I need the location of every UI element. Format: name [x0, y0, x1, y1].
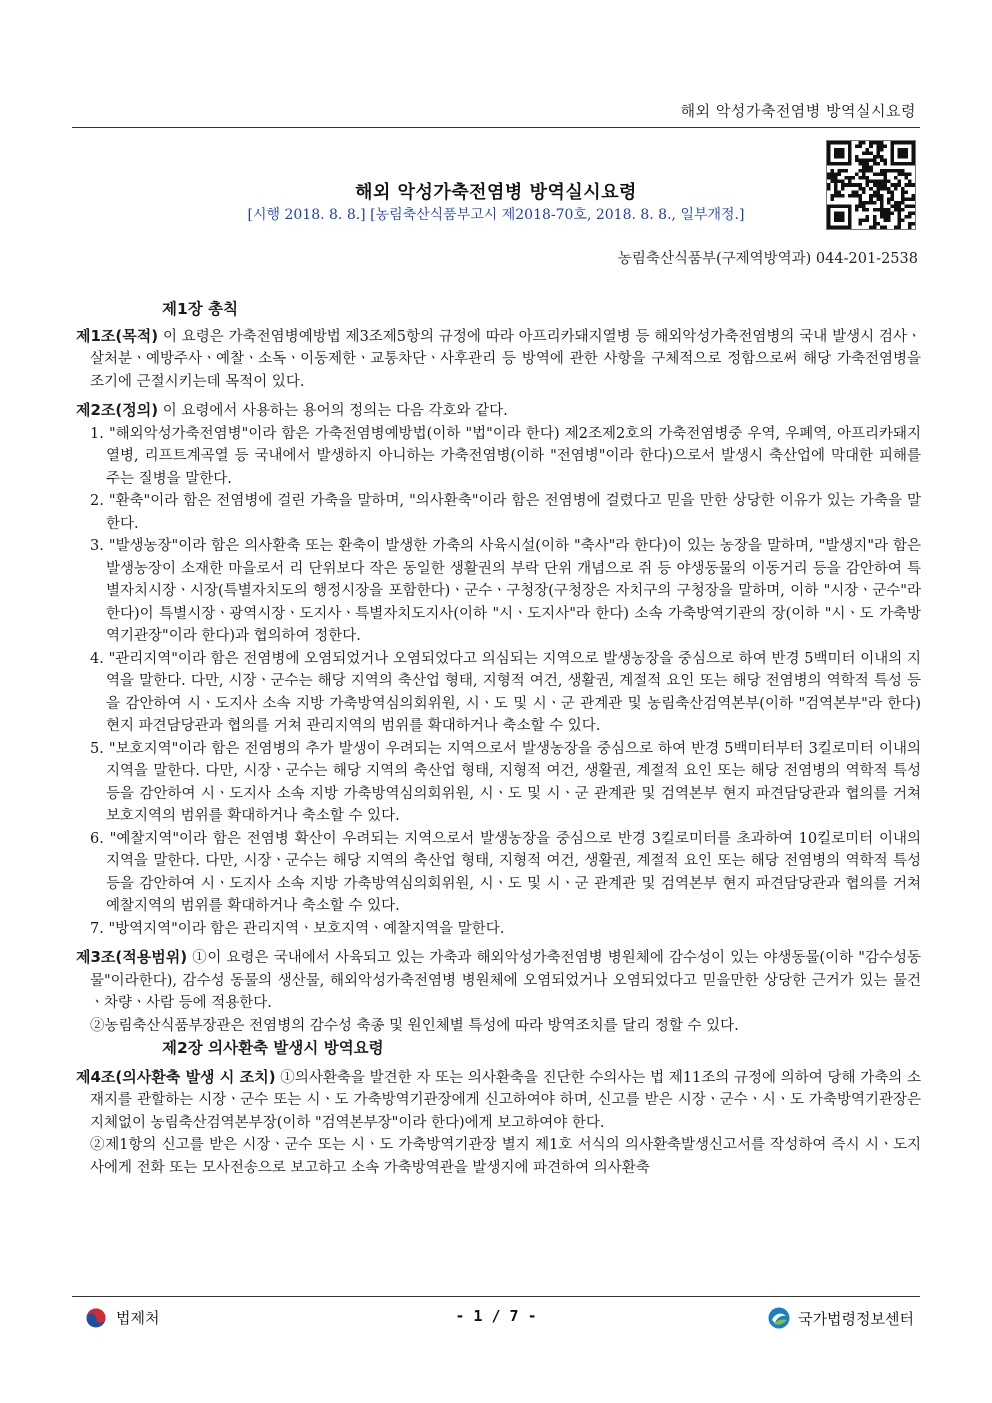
article-2-item: 6. "예찰지역"이라 함은 전염병 확산이 우려되는 지역으로서 발생농장을 중심으로 반경 3킬로미터를 초과하여 10킬로미터 이내의 지역을 말한다. 다만, 시장ㆍ군수는 해당 지역의 축산업 형태, 지형적 여건, 생활권, 계절적 요인 또는 해당 전염병의 역학적 특성 등을 감안하여 시ㆍ도지사 소속 지방 가축방역심의회위원, 시ㆍ도 및 시ㆍ군 관계관 및 검역본부 현지 파견담당관과 협의를 거쳐 예찰지역의 범위를 확대하거나 축소할 수 있다. [90, 830, 921, 914]
article-1-text: 이 요령은 가축전염병예방법 제3조제5항의 규정에 따라 아프리카돼지열병 등 해외악성가축전염병의 국내 발생시 검사ㆍ살처분ㆍ예방주사ㆍ예찰ㆍ소독ㆍ이동제한ㆍ교통차단ㆍ사후관리 등 방역에 관한 사항을 구체적으로 정함으로써 해당 가축전염병을 조기에 근절시키는데 목적이 있다. [90, 328, 921, 390]
article-2-title: 제2조(정의) [76, 401, 159, 419]
page-number: - 1 / 7 - [455, 1307, 537, 1325]
chapter-1-title: 제1장 총칙 [162, 300, 239, 318]
article-4-text: ①의사환축을 발견한 자 또는 의사환축을 진단한 수의사는 법 제11조의 규정에 의하여 당해 가축의 소재지를 관할하는 시장ㆍ군수 또는 시ㆍ도 가축방역기관장에게 신고하여야 하며, 신고를 받은 시장ㆍ군수ㆍ시ㆍ도 가축방역기관장은 지체없이 농림축산검역본부장(이하 "검역본부장"이라 한다)에게 보고하여야 한다. [90, 1069, 921, 1131]
article-3 [76, 946, 921, 1015]
document-body [76, 298, 921, 1179]
article-2-text: 이 요령에서 사용하는 용어의 정의는 다음 각호와 같다. [158, 403, 508, 419]
article-2-item: 4. "관리지역"이라 함은 전염병에 오염되었거나 오염되었다고 의심되는 지역으로 발생농장을 중심으로 하여 반경 5백미터 이내의 지역을 말한다. 다만, 시장ㆍ군수는 해당 지역의 축산업 형태, 지형적 여건, 생활권, 계절적 요인 또는 해당 전염병의 역학적 특성 등을 감안하여 시ㆍ도지사 소속 지방 가축방역심의회위원, 시ㆍ도 및 시ㆍ군 관계관 및 농림축산검역본부(이하 "검역본부"라 한다) 현지 파견담당관과 협의를 거쳐 관리지역의 범위를 확대하거나 축소할 수 있다. [90, 650, 921, 734]
footer-right-label: 국가법령정보센터 [798, 1309, 914, 1328]
article-1-title: 제1조(목적) [76, 326, 159, 345]
article-4-paragraph-2: ②제1항의 신고를 받은 시장ㆍ군수 또는 시ㆍ도 가축방역기관장 별지 제1호 서식의 의사환축발생신고서를 작성하여 즉시 시ㆍ도지사에게 전화 또는 모사전송으로 보고하고 소속 가축방역관을 발생지에 파견하여 의사환축 [90, 1137, 921, 1176]
ministry-contact: 농림축산식품부(구제역방역과) 044-201-2538 [617, 251, 918, 267]
article-3-text: ①이 요령은 국내에서 사육되고 있는 가축과 해외악성가축전염병 병원체에 감수성이 있는 야생동물(이하 "감수성동물"이라한다), 감수성 동물의 생산물, 해외악성가축전염병 병원체에 오염되었거나 오염되었다고 믿을만한 상당한 근거가 있는 물건ㆍ차량ㆍ사람 등에 적용한다. [90, 950, 921, 1011]
footer-left-label: 법제처 [116, 1309, 160, 1327]
law-center-icon [768, 1307, 790, 1329]
article-3-paragraph-2: ②농림축산식품부장관은 전염병의 감수성 축종 및 원인체별 특성에 따라 방역조치를 달리 정할 수 있다. [90, 1017, 739, 1034]
article-4-title: 제4조(의사환축 발생 시 조치) [76, 1067, 276, 1086]
article-1 [76, 325, 921, 394]
article-2-item: 1. "해외악성가축전염병"이라 함은 가축전염병예방법(이하 "법"이라 한다) 제2조제2호의 가축전염병중 우역, 우폐역, 아프리카돼지열병, 리프트계곡열 등 국내에서 발생하지 아니하는 가축전염병(이하 "전염병"이라 한다)으로서 발생시 축산업에 막대한 피해를 주는 질병을 말한다. [90, 425, 921, 487]
running-header-title: 해외 악성가축전염병 방역실시요령 [680, 102, 916, 120]
footer-right [768, 1307, 914, 1329]
document-title: 해외 악성가축전염병 방역실시요령 [355, 182, 637, 203]
article-3-title: 제3조(적용범위) [76, 948, 188, 966]
article-2-item: 7. "방역지역"이라 함은 관리지역ㆍ보호지역ㆍ예찰지역을 말한다. [90, 920, 505, 937]
document-subtitle: [시행 2018. 8. 8.] [농림축산식품부고시 제2018-70호, 2018. 8. 8., 일부개정.] [247, 207, 745, 223]
article-2-item: 2. "환축"이라 함은 전염병에 걸린 가축을 말하며, "의사환축"이라 함은 전염병에 걸렸다고 믿을 만한 상당한 이유가 있는 가축을 말한다. [90, 493, 921, 532]
article-2-item: 3. "발생농장"이라 함은 의사환축 또는 환축이 발생한 가축의 사육시설(이하 "축사"라 한다)이 있는 농장을 말하며, "발생지"라 함은 발생농장이 소재한 마을로서 리 단위보다 작은 동일한 생활권의 부락 단위 개념으로 쥐 등 야생동물의 이동거리 등을 감안하여 특별자치시장ㆍ시장(특별자치도의 행정시장을 포함한다)ㆍ군수ㆍ구청장(구청장은 자치구의 구청장을 말하며, 이하 "시장ㆍ군수"라 한다)이 특별시장ㆍ광역시장ㆍ도지사ㆍ특별자치도지사(이하 "시ㆍ도지사"라 한다) 소속 가축방역기관의 장(이하 "시ㆍ도 가축방역기관장"이라 한다)과 협의하여 정한다. [90, 538, 921, 644]
header-rule [72, 127, 920, 128]
article-4 [76, 1066, 921, 1135]
footer-rule [72, 1296, 920, 1297]
article-2-item: 5. "보호지역"이라 함은 전염병의 추가 발생이 우려되는 지역으로서 발생농장을 중심으로 하여 반경 5백미터부터 3킬로미터 이내의 지역을 말한다. 다만, 시장ㆍ군수는 해당 지역의 축산업 형태, 지형적 여건, 생활권, 계절적 요인 또는 해당 전염병의 역학적 특성 등을 감안하여 시ㆍ도지사 소속 지방 가축방역심의회위원, 시ㆍ도 및 시ㆍ군 관계관 및 검역본부 현지 파견담당관과 협의를 거쳐 보호지역의 범위를 확대하거나 축소할 수 있다. [90, 740, 921, 824]
chapter-2-title: 제2장 의사환축 발생시 방역요령 [162, 1039, 384, 1057]
article-2 [76, 399, 921, 423]
